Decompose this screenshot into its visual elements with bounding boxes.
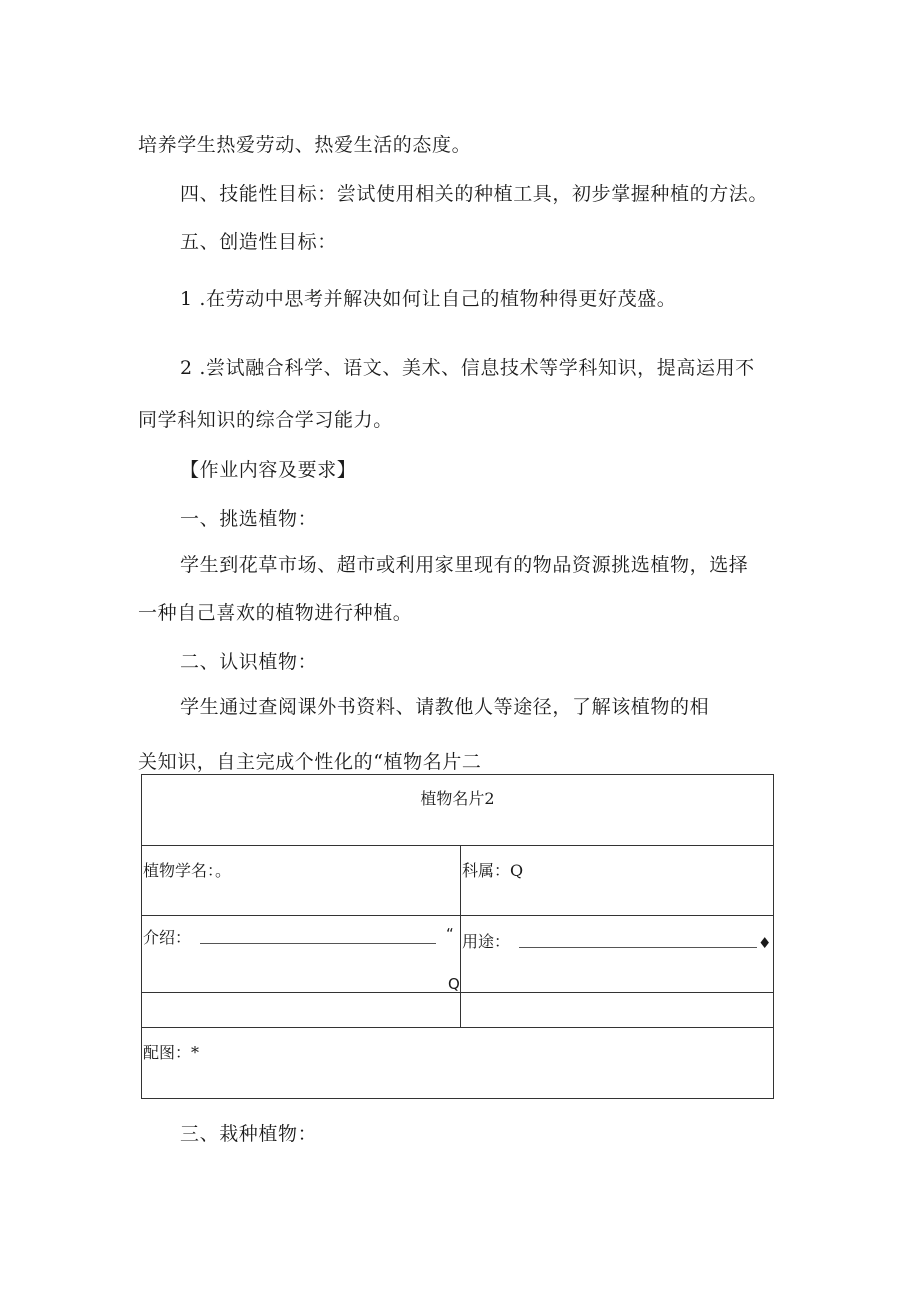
paragraph-select-plant-line2: 一种自己喜欢的植物进行种植。 — [138, 602, 413, 624]
usage-mark-end: ♦ — [758, 934, 772, 952]
scientific-name-field[interactable]: 植物学名：。 — [143, 861, 232, 880]
table-divider — [142, 1027, 773, 1028]
section-heading-homework: 【作业内容及要求】 — [180, 459, 357, 481]
paragraph-creative-goal-2-line2: 同学科知识的综合学习能力。 — [138, 409, 393, 431]
paragraph-know-plant-line2: 关知识，自主完成个性化的“植物名片二 — [138, 751, 482, 773]
paragraph-creative-goal-1: 1 .在劳动中思考并解决如何让自己的植物种得更好茂盛。 — [180, 288, 677, 310]
plant-card-table — [141, 774, 774, 1099]
family-field[interactable]: 科属：Q — [462, 861, 524, 880]
intro-mark-bottom: Q — [448, 975, 460, 993]
table-divider — [142, 845, 773, 846]
usage-input-line[interactable] — [519, 947, 757, 948]
table-divider — [142, 915, 773, 916]
heading-know-plant: 二、认识植物： — [180, 651, 318, 673]
paragraph-attitude: 培养学生热爱劳动、热爱生活的态度。 — [138, 134, 472, 156]
usage-label: 用途： — [462, 932, 511, 951]
intro-mark-end: “ — [446, 925, 454, 943]
paragraph-skill-goal: 四、技能性目标：尝试使用相关的种植工具，初步掌握种植的方法。 — [180, 183, 769, 205]
intro-input-line[interactable] — [200, 943, 436, 944]
card-title: 植物名片2 — [420, 789, 495, 808]
picture-field[interactable]: 配图：* — [143, 1043, 200, 1062]
paragraph-creative-goal-heading: 五、创造性目标： — [180, 231, 337, 253]
heading-plant-cultivation: 三、栽种植物： — [180, 1123, 318, 1145]
paragraph-creative-goal-2-line1: 2 .尝试融合科学、语文、美术、信息技术等学科知识，提高运用不 — [180, 357, 755, 379]
intro-label: 介绍： — [143, 928, 192, 947]
heading-select-plant: 一、挑选植物： — [180, 508, 318, 530]
paragraph-know-plant-line1: 学生通过查阅课外书资料、请教他人等途径，了解该植物的相 — [180, 696, 710, 718]
table-divider — [460, 845, 461, 1027]
paragraph-select-plant-line1: 学生到花草市场、超市或利用家里现有的物品资源挑选植物，选择 — [180, 554, 749, 576]
